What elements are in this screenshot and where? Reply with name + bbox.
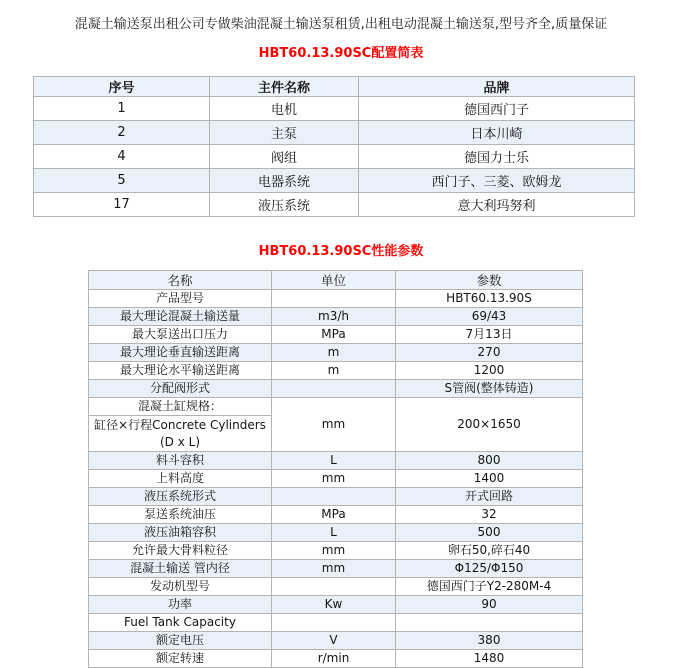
config-table-heading: HBT60.13.90SC配置简表 — [258, 46, 424, 61]
params-table-cell-unit: r/min — [272, 650, 396, 668]
params-table-cell-name: 混凝土缸规格： — [89, 398, 272, 416]
config-table-row — [34, 169, 635, 193]
params-table-row — [89, 380, 583, 398]
params-table-cell-unit: m — [272, 362, 396, 380]
params-table-cell-unit: mm — [272, 542, 396, 560]
params-table-cell-unit — [272, 614, 396, 632]
params-table-cell-name: 缸径×行程Concrete Cylinders (D x L) — [89, 416, 272, 452]
config-table-cell: 阀组 — [210, 145, 359, 169]
params-table-row — [89, 344, 583, 362]
params-table-row — [89, 290, 583, 308]
params-table-cell-name: 液压系统形式 — [89, 488, 272, 506]
params-table-cell-name: 允许最大骨料粒径 — [89, 542, 272, 560]
params-table-row — [89, 488, 583, 506]
params-table-row — [89, 614, 583, 632]
page-title: 混凝土输送泵出租公司专做柴油混凝土输送泵租赁,出租电动混凝土输送泵,型号齐全,质量保证 — [74, 17, 608, 32]
params-table-cell-name: 最大理论垂直输送距离 — [89, 344, 272, 362]
params-table-cell-name: 分配阀形式 — [89, 380, 272, 398]
config-table-cell: 德国西门子 — [359, 97, 635, 121]
params-table-cell-value: Φ125/Φ150 — [396, 560, 583, 578]
params-table-body — [89, 290, 583, 668]
config-table-cell: 西门子、三菱、欧姆龙 — [359, 169, 635, 193]
config-table-header-brand: 品牌 — [359, 77, 635, 97]
params-table-cell-name: 发动机型号 — [89, 578, 272, 596]
params-table-cell-name: 液压油箱容积 — [89, 524, 272, 542]
params-table-cell-value: 德国西门子Y2-280M-4 — [396, 578, 583, 596]
params-table-row — [89, 326, 583, 344]
config-table-cell: 5 — [34, 169, 210, 193]
params-table-cell-value: 69/43 — [396, 308, 583, 326]
params-table-cell-value: 卵石50,碎石40 — [396, 542, 583, 560]
config-table-header-seq: 序号 — [34, 77, 210, 97]
params-table-cell-unit: mm — [272, 398, 396, 452]
params-table-row — [89, 398, 583, 416]
params-table-cell-unit — [272, 380, 396, 398]
config-table — [33, 76, 635, 217]
config-table-cell: 1 — [34, 97, 210, 121]
config-table-cell: 主泵 — [210, 121, 359, 145]
params-table-cell-unit: m3/h — [272, 308, 396, 326]
params-table-row — [89, 506, 583, 524]
params-table-row — [89, 632, 583, 650]
params-table — [88, 270, 583, 668]
params-table-cell-value: 90 — [396, 596, 583, 614]
params-table-cell-unit: MPa — [272, 506, 396, 524]
params-table-cell-unit — [272, 290, 396, 308]
params-table-row — [89, 650, 583, 668]
config-table-cell: 电机 — [210, 97, 359, 121]
params-table-header-row — [89, 271, 583, 290]
config-table-row — [34, 97, 635, 121]
config-table-row — [34, 145, 635, 169]
params-table-row — [89, 362, 583, 380]
config-table-header-row — [34, 77, 635, 97]
params-table-cell-value: HBT60.13.90S — [396, 290, 583, 308]
config-table-cell: 2 — [34, 121, 210, 145]
params-table-cell-name: 最大理论混凝土输送量 — [89, 308, 272, 326]
params-table-heading: HBT60.13.90SC性能参数 — [258, 244, 424, 259]
params-table-cell-unit — [272, 578, 396, 596]
params-table-row — [89, 560, 583, 578]
params-table-cell-value: 380 — [396, 632, 583, 650]
config-table-cell: 意大利玛努利 — [359, 193, 635, 217]
params-table-cell-value: 1480 — [396, 650, 583, 668]
params-table-cell-name: 产品型号 — [89, 290, 272, 308]
params-table-cell-value: 200×1650 — [396, 398, 583, 452]
params-table-cell-name: 最大理论水平输送距离 — [89, 362, 272, 380]
params-table-cell-name: Fuel Tank Capacity — [89, 614, 272, 632]
params-table-cell-unit: L — [272, 452, 396, 470]
params-table-cell-value — [396, 614, 583, 632]
config-table-cell: 17 — [34, 193, 210, 217]
params-table-cell-name: 额定电压 — [89, 632, 272, 650]
params-table-cell-value: 270 — [396, 344, 583, 362]
config-table-row — [34, 121, 635, 145]
params-table-row — [89, 578, 583, 596]
params-table-cell-unit: V — [272, 632, 396, 650]
params-table-cell-unit: mm — [272, 560, 396, 578]
params-table-row — [89, 524, 583, 542]
params-table-cell-unit: MPa — [272, 326, 396, 344]
params-table-header-unit: 单位 — [272, 271, 396, 290]
config-table-cell: 日本川崎 — [359, 121, 635, 145]
config-table-body — [34, 97, 635, 217]
params-table-cell-value: S管阀(整体铸造) — [396, 380, 583, 398]
params-table-header-value: 参数 — [396, 271, 583, 290]
params-table-cell-value: 500 — [396, 524, 583, 542]
params-table-cell-name: 上料高度 — [89, 470, 272, 488]
params-table-cell-value: 7月13日 — [396, 326, 583, 344]
params-table-cell-name: 混凝土输送 管内径 — [89, 560, 272, 578]
config-table-row — [34, 193, 635, 217]
params-table-cell-value: 1400 — [396, 470, 583, 488]
params-table-row — [89, 308, 583, 326]
config-table-cell: 电器系统 — [210, 169, 359, 193]
params-table-cell-value: 32 — [396, 506, 583, 524]
params-table-cell-value: 1200 — [396, 362, 583, 380]
config-table-cell: 德国力士乐 — [359, 145, 635, 169]
config-table-cell: 液压系统 — [210, 193, 359, 217]
params-table-cell-name: 额定转速 — [89, 650, 272, 668]
params-table-cell-unit — [272, 488, 396, 506]
params-table-row — [89, 452, 583, 470]
params-table-row — [89, 596, 583, 614]
params-table-header-name: 名称 — [89, 271, 272, 290]
params-table-cell-name: 最大泵送出口压力 — [89, 326, 272, 344]
params-table-cell-name: 泵送系统油压 — [89, 506, 272, 524]
config-table-header-component: 主件名称 — [210, 77, 359, 97]
params-table-cell-name: 料斗容积 — [89, 452, 272, 470]
params-table-cell-unit: L — [272, 524, 396, 542]
params-table-row — [89, 542, 583, 560]
params-table-cell-unit: Kw — [272, 596, 396, 614]
params-table-cell-value: 800 — [396, 452, 583, 470]
params-table-row — [89, 470, 583, 488]
params-table-cell-name: 功率 — [89, 596, 272, 614]
params-table-cell-value: 开式回路 — [396, 488, 583, 506]
params-table-cell-unit: mm — [272, 470, 396, 488]
params-table-cell-unit: m — [272, 344, 396, 362]
config-table-cell: 4 — [34, 145, 210, 169]
